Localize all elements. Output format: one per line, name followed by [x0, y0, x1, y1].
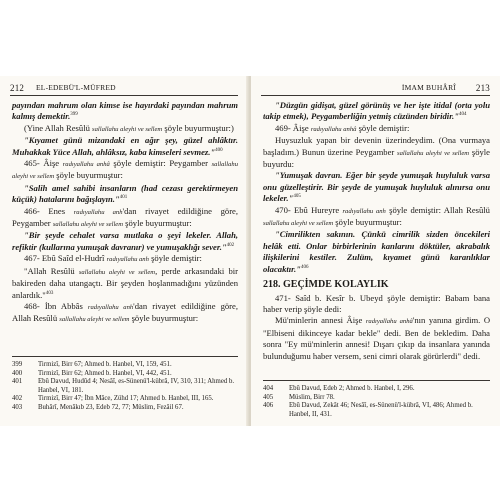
- text: 'dan rivayet edildiğine göre, Peygamber: [12, 205, 239, 229]
- hadith-quote: "Cimrilikten sakının. Çünkü cimrilik sizden öncekileri helâk etti. Onlar birbirlerinin kanlarını döktüler, akrabalık ilişkilerini kestiler. Zulüm, kıyamet günü karanlıklar olacaktır.": [263, 229, 490, 274]
- left-page-header: [10, 82, 238, 96]
- right-page-header: [261, 82, 490, 96]
- text: "Allah Resûlü: [24, 265, 75, 276]
- text: şöyle buyurmuştur:: [335, 217, 402, 228]
- text: (Yine Allah Resûlü: [24, 122, 90, 133]
- text: şöyle demiştir: Allah Resûlü: [389, 204, 490, 215]
- footnote-ref: 406: [300, 264, 309, 270]
- paragraph: [263, 293, 490, 316]
- paragraph: [263, 229, 490, 275]
- footnote-ref: 399: [70, 112, 78, 118]
- footnote: [12, 361, 238, 370]
- hadith-quote: "Düzgün gidişat, güzel görünüş ve her işte itidal (orta yolu takip etmek), Peygamberliğin yetmiş cüzünden biridir.": [263, 100, 490, 122]
- left-page-number: 212: [10, 83, 25, 93]
- footnote-ref: 402: [226, 243, 235, 249]
- footnote-number: 404: [263, 385, 274, 392]
- left-running-head: EL-EDEBÜ'L-MÜFRED: [36, 83, 116, 92]
- footnote: [263, 385, 490, 394]
- text: 466- Enes: [24, 205, 66, 216]
- paragraph: [263, 100, 490, 123]
- footnote: [263, 394, 490, 403]
- honorific: radıyallahu anh: [73, 208, 123, 216]
- hadith-quote: "Yumuşak davran. Eğer bir şeyde yumuşak huyluluk varsa onu güzelleştirir. Bir şeyde de yumuşak huyluluk alınırsa onu lekeler.": [263, 170, 490, 204]
- right-page-number: 213: [475, 83, 490, 93]
- footnote-text: Tirmizî, Birr 67; Ahmed b. Hanbel, VI, 159, 451.: [38, 361, 172, 368]
- text: 465- Âişe: [24, 158, 60, 169]
- text: Mü'minlerin annesi Âişe: [275, 315, 363, 326]
- right-page: [251, 76, 500, 426]
- text: şöyle demiştir:: [358, 122, 410, 133]
- paragraph: [263, 123, 490, 135]
- footnote-number: 406: [263, 402, 274, 410]
- text: 471- Saîd b. Kesîr b. Ubeyd şöyle demiştir: Babam bana haber verip şöyle dedi:: [263, 292, 490, 314]
- footnote-ref: 404: [458, 112, 467, 118]
- footnote-text: Tirmizî, Birr 62; Ahmed b. Hanbel, VI, 442, 451.: [38, 369, 172, 377]
- footnote: [12, 378, 238, 395]
- honorific: sallallahu aleyhi ve sellem: [59, 316, 130, 324]
- text: şöyle demiştir:: [151, 253, 202, 264]
- footnote-text: Müslim, Birr 78.: [289, 393, 335, 401]
- left-footnotes: [12, 356, 238, 413]
- section-title: 218. GEÇİMDE KOLAYLIK: [263, 279, 389, 291]
- footnote: [263, 402, 490, 419]
- text: , perde arkasındaki bir bakireden daha utangaçtı. Bir şeyden hoşlanmadığını yüzünden anlardık.": [12, 265, 239, 300]
- footnote-ref: 403: [45, 290, 54, 296]
- paragraph: [263, 315, 490, 362]
- hadith-quote: payından mahrum olan kimse ise hayırdaki payından mahrum kalmış demektir.: [12, 100, 238, 122]
- honorific: sallallahu aleyhi ve sellem: [92, 125, 163, 133]
- footnote-text: Ebû Davud, Edeb 2; Ahmed b. Hanbel, I, 296.: [289, 385, 415, 392]
- honorific: sallallahu aleyhi ve sellem: [397, 149, 470, 157]
- right-page-body: [263, 100, 490, 362]
- footnote: [12, 370, 238, 379]
- footnote-number: 405: [263, 393, 274, 401]
- paragraph: [12, 135, 238, 158]
- honorific: radıyallahu anh: [106, 256, 149, 264]
- paragraph: [12, 123, 238, 135]
- honorific: radıyallahu anh: [87, 303, 134, 311]
- footnote-number: 403: [12, 403, 23, 411]
- paragraph: [263, 205, 490, 230]
- text: şöyle buyurmuştur:: [125, 218, 192, 229]
- text: şöyle buyurmuştur:): [164, 122, 234, 133]
- footnote: [12, 404, 238, 413]
- text: 468- İbn Abbâs: [24, 300, 83, 311]
- honorific: sallallahu aleyhi ve sellem: [52, 221, 123, 229]
- footnote-ref: 400: [215, 147, 223, 153]
- footnote-ref: 405: [293, 194, 301, 200]
- footnote-text: Ebû Davud, Hudûd 4; Nesâî, es-Sünenü'l-kübrâ, IV, 310, 311; Ahmed b. Hanbel, VI, 181.: [38, 378, 235, 394]
- honorific: sallallahu aleyhi ve sellem: [12, 161, 238, 181]
- honorific: radıyallahu anhâ: [365, 318, 413, 326]
- paragraph: [12, 100, 238, 123]
- paragraph: [12, 158, 238, 183]
- footnote-number: 399: [12, 361, 23, 368]
- footnote-text: Buhârî, Menâkıb 23, Edeb 72, 77; Müslim, Fezâil 67.: [38, 403, 184, 411]
- text: şöyle buyurmuştur:: [56, 170, 123, 181]
- footnote-number: 401: [12, 378, 23, 386]
- text: 469- Âişe: [275, 122, 309, 133]
- right-footnotes: [263, 380, 490, 419]
- text: 467- Ebû Saîd el-Hudrî: [24, 253, 105, 264]
- hadith-quote: "Salih amel sahibi insanların (had cezası gerektirmeyen küçük) hatalarını bağışlayın.": [12, 182, 238, 205]
- honorific: radıyallahu anhâ: [62, 161, 110, 169]
- paragraph: [12, 230, 238, 253]
- hadith-quote: "Kıyamet günü mizandaki en ağır şey, güzel ahlâktır. Muhakkak Yüce Allah, ahlâksız, kaba kimseleri sevmez.": [12, 135, 238, 157]
- paragraph: [263, 135, 490, 170]
- honorific: sallallahu aleyhi ve sellem: [78, 268, 156, 276]
- honorific: radıyallahu anhâ: [310, 125, 357, 133]
- paragraph: [12, 206, 238, 231]
- left-page-body: [12, 100, 238, 326]
- text: şöyle buyurdu:: [263, 146, 490, 170]
- footnote-text: Tirmizî, Birr 47; İbn Mâce, Zühd 17; Ahmed b. Hanbel, III, 165.: [38, 395, 214, 403]
- text: 'dan rivayet edildiğine göre, Allah Resûlü: [12, 300, 238, 324]
- footnote-text: Ebû Davud, Zekât 46; Nesâî, es-Sünenü'l-kübrâ, VI, 486; Ahmed b. Hanbel, II, 431.: [289, 402, 473, 418]
- hadith-quote: "Bir şeyde cehalet varsa mutlaka o şeyi lekeler. Allah, refiktir (kullarına yumuşak davranır) ve yumuşaklığı sever.": [12, 230, 238, 252]
- text: 470- Ebû Hureyre: [275, 204, 340, 215]
- footnote-number: 402: [12, 395, 23, 403]
- text: 'nın yanına girdim. O "Elbiseni dikinceye kadar bekle" dedi. Ben de bekledim. Daha sonra "Ey mü'minlerin annesi! Dışarı çıkıp da insanlara yanında bulunduğumu haber versem, seni cimri olarak görürlerdi" dedi.: [263, 315, 491, 361]
- honorific: radıyallahu anh: [342, 207, 386, 215]
- text: şöyle buyurmuştur:: [131, 313, 199, 324]
- paragraph: [12, 301, 238, 326]
- paragraph: [12, 183, 238, 206]
- paragraph: [12, 253, 238, 265]
- footnote: [12, 395, 238, 404]
- footnote-ref: 401: [119, 195, 128, 201]
- paragraph: [12, 266, 238, 301]
- footnote-number: 400: [12, 369, 23, 377]
- paragraph: [263, 170, 490, 204]
- text: Huysuzluk yapan bir devenin üzerindeydim. (Ona vurmaya başladım.) Bunun üzerine Peygamber: [263, 135, 490, 157]
- honorific: sallallahu aleyhi ve sellem: [263, 220, 334, 228]
- right-running-head: İMAM BUHÂRÎ: [401, 83, 456, 92]
- text: şöyle demiştir: Peygamber: [113, 158, 208, 169]
- left-page: [0, 76, 249, 426]
